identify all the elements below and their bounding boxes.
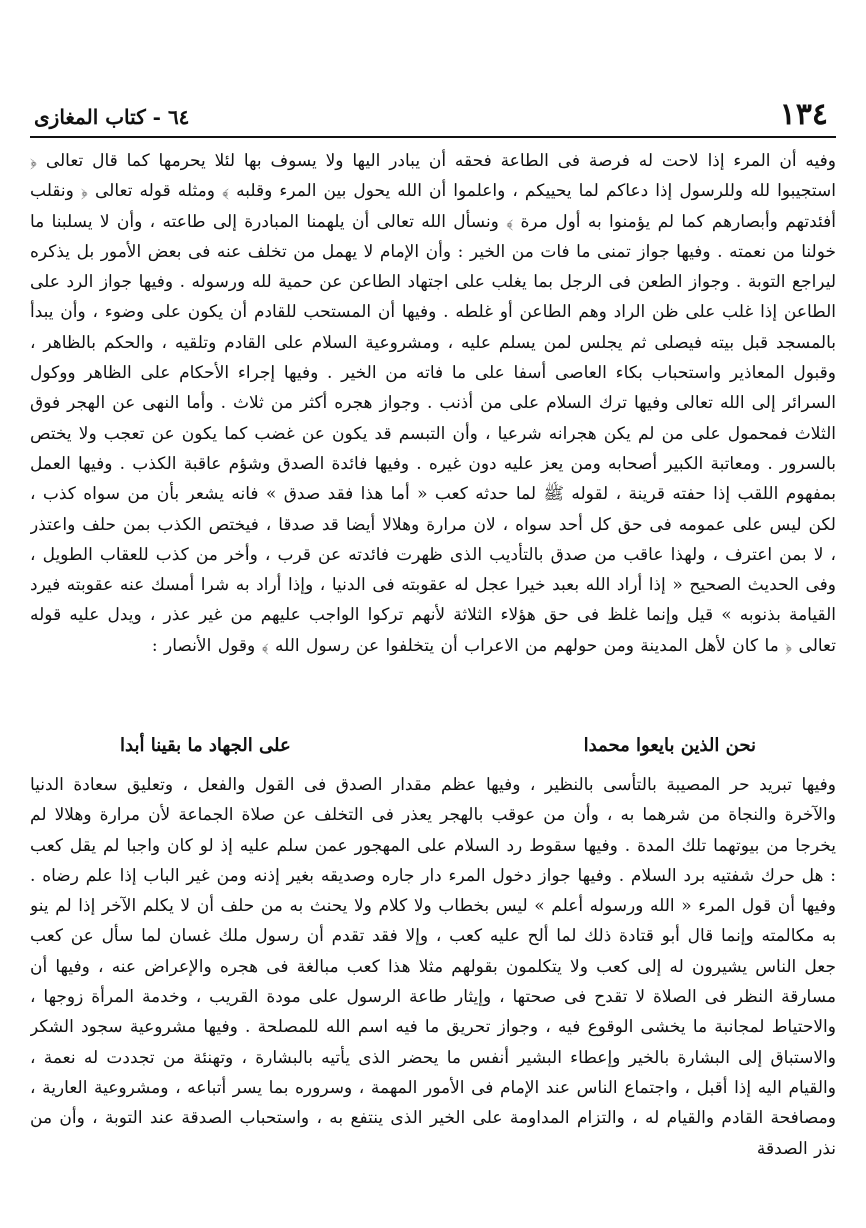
poetry-verse — [120, 730, 756, 764]
verse-second-hemistich: على الجهاد ما بقينا أبدا — [120, 735, 291, 756]
header-rule — [30, 136, 836, 138]
body-paragraph-1: وفيه أن المرء إذا لاحت له فرصة فى الطاعة فحقه أن يبادر اليها ولا يسوف بها لئلا يحرمها كما قال تعالى ﴿ استجيبوا لله وللرسول إذا دعاكم لما يحييكم ، واعلموا أن الله يحول بين المرء وقلبه ﴾ ومثله قوله تعالى ﴿ ونقلب أفئدتهم وأبصارهم كما لم يؤمنوا به أول مرة ﴾ ونسأل الله تعالى أن يلهمنا المبادرة إلى طاعته ، وأن لا يسلبنا ما خولنا من نعمته . وفيها جواز تمنى ما فات من الخير : وأن الإمام لا يهمل من تخلف عنه فى بعض الأمور بل يذكره ليراجع التوبة . وجواز الطعن فى الرجل بما يغلب على اجتهاد الطاعن عن حمية لله ورسوله . وفيها جواز الرد على الطاعن إذا غلب على ظن الراد وهم الطاعن أو غلطه . وفيها أن المستحب للقادم أن يكون على وضوء ، وأن يبدأ بالمسجد قبل بيته فيصلى ثم يجلس لمن يسلم عليه ، ومشروعية السلام على القادم وتلقيه ، والحكم بالظاهر ، وقبول المعاذير واستحباب بكاء العاصى أسفا على ما فاته من الخير . وفيها إجراء الأحكام على الظاهر ووكول السرائر إلى الله تعالى وفيها ترك السلام على من أذنب . وجواز هجره أكثر من ثلاث . وأما النهى عن الهجر فوق الثلاث فمحمول على من لم يكن هجرانه شرعيا ، وأن التبسم قد يكون عن غضب كما يكون عن تعجب ولا يختص بالسرور . ومعاتبة الكبير أصحابه ومن يعز عليه دون غيره . وفيها فائدة الصدق وشؤم عاقبة الكذب . وفيها العمل بمفهوم اللقب إذا حفته قرينة ، لقوله ﷺ لما حدثه كعب « أما هذا فقد صدق » فانه يشعر بأن من سواه كذب ، لكن ليس على عمومه فى حق كل أحد سواه ، لان مرارة وهلالا أيضا قد صدقا ، فيختص الكذب بمن حلف واعتذر ، لا بمن اعترف ، ولهذا عاقب من صدق بالتأديب الذى ظهرت فائدته عن قرب ، وأخر من كذب للعقاب الطويل ، وفى الحديث الصحيح « إذا أراد الله بعبد خيرا عجل له عقوبته فى الدنيا ، وإذا أراد به شرا أمسك عنه عقوبته فيرد القيامة بذنوبه » قيل وإنما غلظ فى حق هؤلاء الثلاثة لأنهم تركوا الواجب عليهم من غير عذر ، ويدل عليه قوله تعالى ﴿ ما كان لأهل المدينة ومن حولهم من الاعراب أن يتخلفوا عن رسول الله ﴾ وقول الأنصار : — [30, 151, 836, 656]
page-header — [30, 96, 836, 130]
page-number: ١٣٤ — [779, 97, 828, 132]
running-title: ٦٤ - كتاب المغازى — [34, 105, 190, 129]
verse-first-hemistich: نحن الذين بايعوا محمدا — [583, 735, 756, 756]
body-paragraph-2: وفيها تبريد حر المصيبة بالتأسى بالنظير ، وفيها عظم مقدار الصدق فى القول والفعل ، وتعليق سعادة الدنيا والآخرة والنجاة من شرهما به ، وأن من عوقب بالهجر يعذر فى التخلف عن صلاة الجماعة لأن مرارة وهلالا لم يخرجا من بيوتهما تلك المدة . وفيها سقوط رد السلام على المهجور عمن سلم عليه إذ لو كان واجبا لم يقل كعب : هل حرك شفتيه برد السلام . وفيها جواز دخول المرء دار جاره وصديقه بغير إذنه ومن غير الباب إذا علم رضاه . وفيها أن قول المرء « الله ورسوله أعلم » ليس بخطاب ولا كلام ولا يحنث به من حلف أن لا يكلم الآخر إذا لم ينو به مكالمته وإنما قال أبو قتادة ذلك لما ألح عليه كعب ، وإلا فقد تقدم أن رسول ملك غسان لما سأل عن كعب جعل الناس يشيرون له إلى كعب ولا يتكلمون بقولهم مثلا هذا كعب مبالغة فى هجره والإعراض عنه ، وفيها أن مسارقة النظر فى الصلاة لا تقدح فى صحتها ، وإيثار طاعة الرسول على مودة القريب ، وخدمة المرأة زوجها ، والاحتياط لمجانبة ما يخشى الوقوع فيه ، وجواز تحريق ما فيه اسم الله للمصلحة . وفيها مشروعية سجود الشكر والاستباق إلى البشارة بالخير وإعطاء البشير أنفس ما يحضر الذى يأتيه بالبشارة ، وتهنئة من تجددت له نعمة ، والقيام اليه إذا أقبل ، واجتماع الناس عند الإمام فى الأمور المهمة ، وسروره بما يسر أتباعه ، ومشروعية العارية ، ومصافحة القادم والقيام له ، والتزام المداومة على الخير الذى ينتفع به ، واستحباب الصدقة عند التوبة ، وأن من نذر الصدقة — [30, 775, 836, 1159]
